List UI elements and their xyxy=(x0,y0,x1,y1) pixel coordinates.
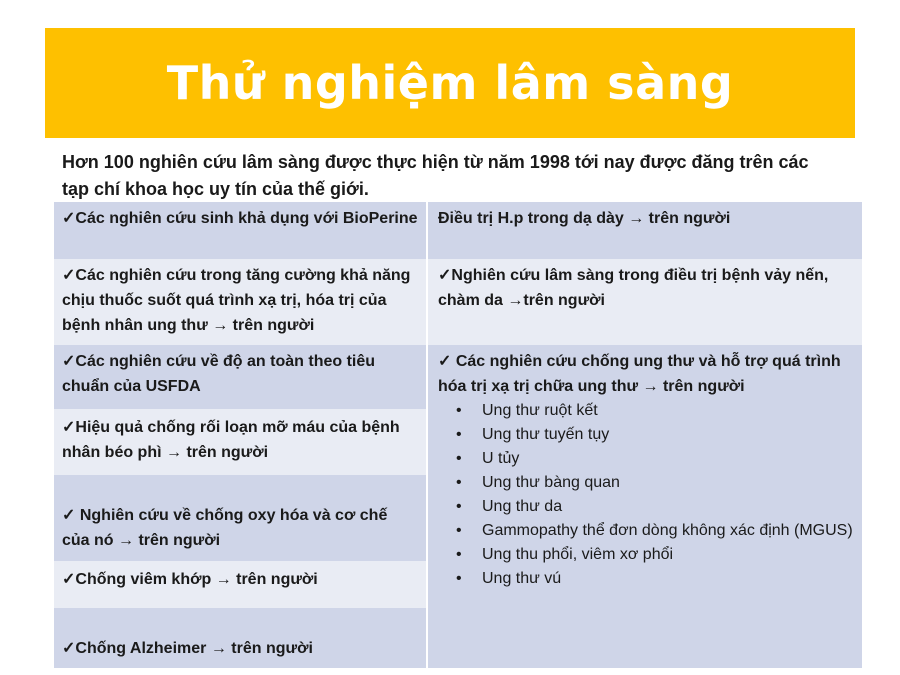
page-title: Thử nghiệm lâm sàng xyxy=(166,56,734,110)
left-cell-text: ✓Các nghiên cứu sinh khả dụng với BioPerine xyxy=(62,210,418,227)
left-cell-radiotherapy xyxy=(54,259,426,345)
list-item: • Ung thư bàng quan xyxy=(438,471,854,495)
intro-text: Hơn 100 nghiên cứu lâm sàng được thực hiện từ năm 1998 tới nay được đăng trên các tạp chí khoa học uy tín của thế giới. xyxy=(62,152,809,199)
left-cell-usfda xyxy=(54,345,426,409)
left-cell-text: ✓Chống Alzheimer → trên người xyxy=(62,640,313,657)
right-cell-text: Điều trị H.p trong dạ dày → trên người xyxy=(438,210,731,227)
right-cell-hp xyxy=(428,202,862,259)
left-cell-text: ✓Các nghiên cứu về độ an toàn theo tiêu chuẩn của USFDA xyxy=(62,353,376,395)
right-cell-cancer xyxy=(428,345,862,668)
left-cell-text: ✓ Nghiên cứu về chống oxy hóa và cơ chế của nó → trên người xyxy=(62,507,388,549)
left-cell-antioxidant xyxy=(54,475,426,561)
list-item: • Ung thu phổi, viêm xơ phổi xyxy=(438,543,854,567)
cancer-heading: ✓ Các nghiên cứu chống ung thư và hỗ trợ quá trình hóa trị xạ trị chữa ung thư → trên người xyxy=(438,353,841,395)
left-cell-text: ✓Hiệu quả chống rối loạn mỡ máu của bệnh nhân béo phì → trên người xyxy=(62,419,400,461)
list-item: • Ung thư tuyến tụy xyxy=(438,423,854,447)
list-item: • Ung thư ruột kết xyxy=(438,399,854,423)
right-cell-text: ✓Nghiên cứu lâm sàng trong điều trị bệnh vảy nến, chàm da →trên người xyxy=(438,267,829,309)
list-item: • Gammopathy thể đơn dòng không xác định (MGUS) xyxy=(438,519,854,543)
left-cell-alzheimer xyxy=(54,608,426,668)
list-item: • Ung thư da xyxy=(438,495,854,519)
left-cell-arthritis xyxy=(54,561,426,608)
left-cell-text: ✓Chống viêm khớp → trên người xyxy=(62,571,318,588)
left-cell-lipid xyxy=(54,409,426,475)
right-cell-psoriasis xyxy=(428,259,862,345)
cancer-list xyxy=(438,399,854,591)
list-item: • U tủy xyxy=(438,447,854,471)
title-banner xyxy=(45,28,855,138)
left-cell-text: ✓Các nghiên cứu trong tăng cường khả năng chịu thuốc suốt quá trình xạ trị, hóa trị của bệnh nhân ung thư → trên người xyxy=(62,267,411,334)
left-cell-bioperine xyxy=(54,202,426,259)
list-item: • Ung thư vú xyxy=(438,567,854,591)
